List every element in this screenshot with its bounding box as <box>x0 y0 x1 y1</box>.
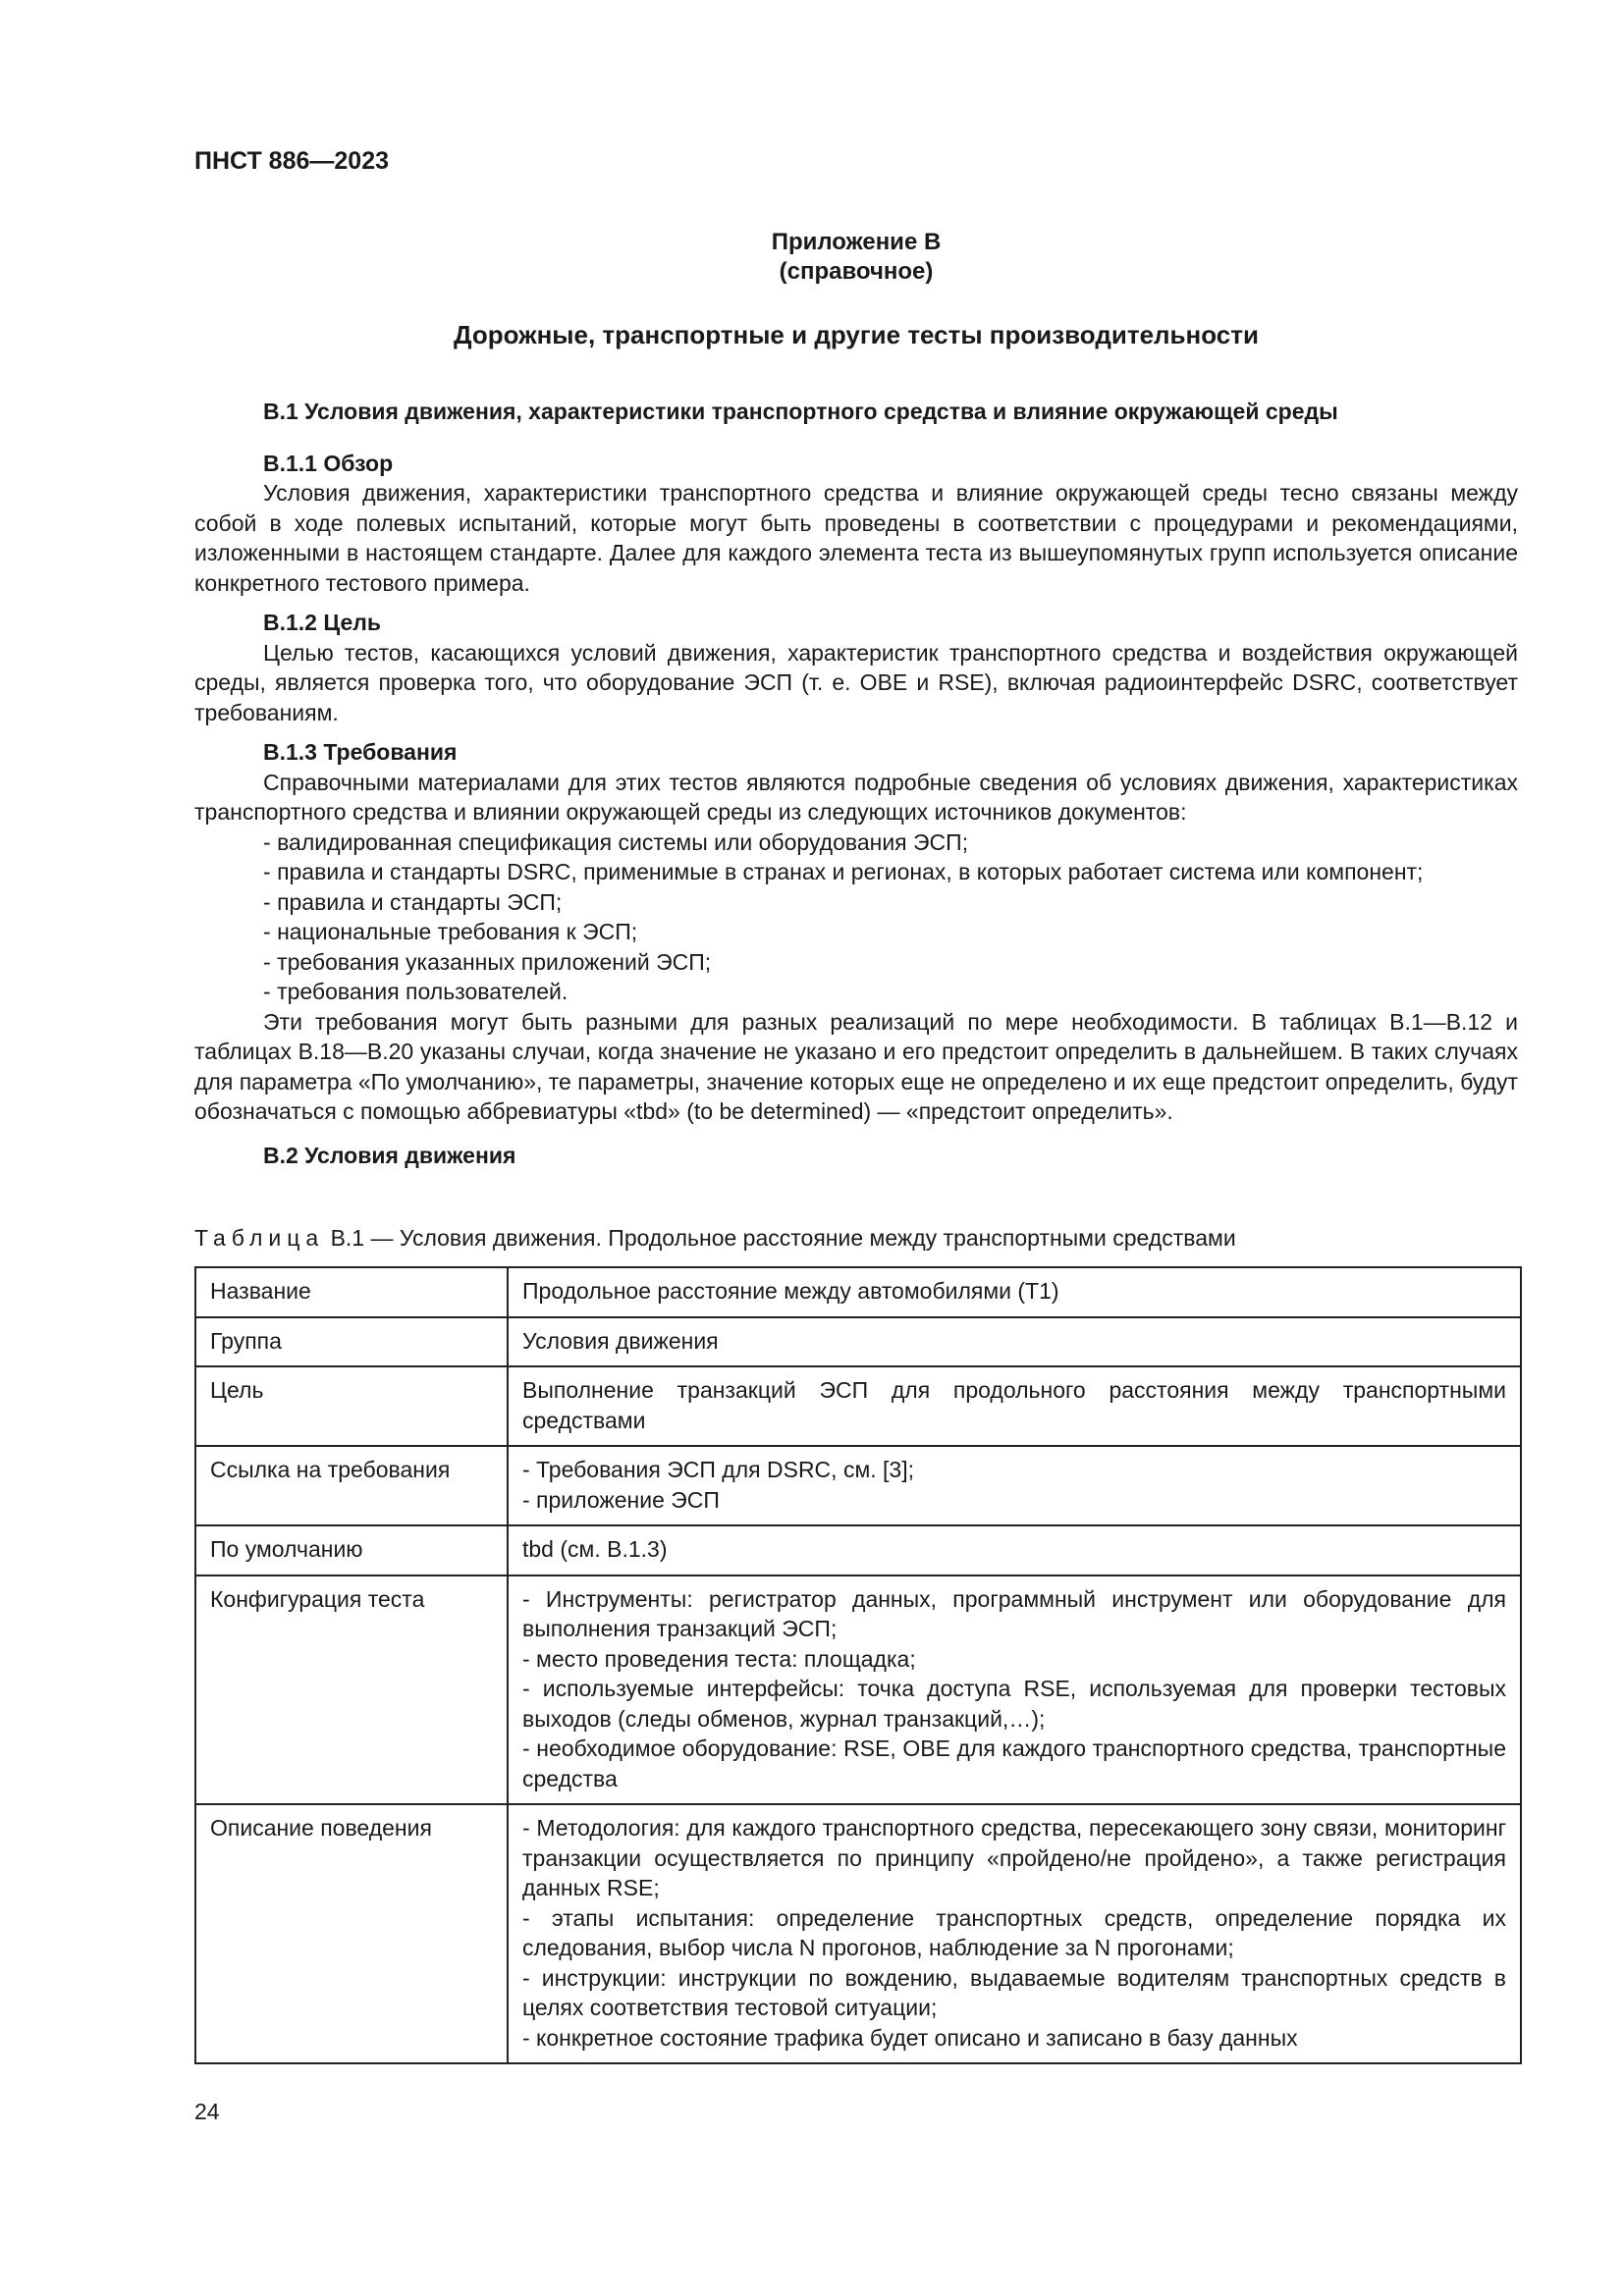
value-line: - конкретное состояние трафика будет описано и записано в базу данных <box>522 2024 1298 2051</box>
table-row <box>195 1317 1521 1367</box>
row-value <box>508 1575 1521 1805</box>
table-row <box>195 1267 1521 1317</box>
table-caption-label: Таблица <box>194 1225 325 1251</box>
row-value: tbd (см. В.1.3) <box>508 1525 1521 1575</box>
value-line: - Методология: для каждого транспортного средства, пересекающего зону связи, мониторинг транзакции осуществляется по принципу «пройдено/не пройдено», а также регистрация данных RSE; <box>522 1815 1506 1900</box>
row-value <box>508 1804 1521 2063</box>
section-b1-heading: В.1 Условия движения, характеристики транспортного средства и влияние окружающей среды <box>263 399 1338 424</box>
value-line: - инструкции: инструкции по вождению, выдаваемые водителям транспортных средств в целях соответствия тестовой ситуации; <box>522 1964 1506 2020</box>
row-label: Описание поведения <box>195 1804 508 2063</box>
table-row <box>195 1575 1521 1805</box>
row-value <box>508 1446 1521 1525</box>
row-label: Конфигурация теста <box>195 1575 508 1805</box>
section-b11-text: Условия движения, характеристики транспортного средства и влияние окружающей среды тесно связаны между собой в ходе полевых испытаний, которые могут быть проведены в соответствии с процедурами и рекомендациями, изложенными в настоящем стандарте. Далее для каждого элемента теста из вышеупомянутых групп используется описание конкретного тестового примера. <box>194 480 1518 596</box>
value-line: - Инструменты: регистратор данных, программный инструмент или оборудование для выполнения транзакций ЭСП; <box>522 1585 1506 1641</box>
list-item: - правила и стандарты DSRC, применимые в странах и регионах, в которых работает система или компонент; <box>263 857 1518 887</box>
table-row <box>195 1366 1521 1446</box>
value-line: - Требования ЭСП для DSRC, см. [3]; <box>522 1457 914 1482</box>
list-item: - требования указанных приложений ЭСП; <box>263 947 1518 978</box>
row-label: Группа <box>195 1317 508 1367</box>
list-item: - требования пользователей. <box>263 977 1518 1007</box>
row-label: По умолчанию <box>195 1525 508 1575</box>
row-value: Выполнение транзакций ЭСП для продольного расстояния между транспортными средствами <box>508 1366 1521 1446</box>
section-b12-text: Целью тестов, касающихся условий движения, характеристик транспортного средства и воздействия окружающей среды, является проверка того, что оборудование ЭСП (т. е. OBE и RSE), включая радиоинтерфейс DSRC, соответствует требованиям. <box>194 639 1518 725</box>
test-table <box>194 1266 1522 2064</box>
value-line: - используемые интерфейсы: точка доступа RSE, используемая для проверки тестовых выходов (следы обменов, журнал транзакций,…); <box>522 1676 1506 1732</box>
table-caption-text: В.1 — Условия движения. Продольное расстояние между транспортными средствами <box>330 1225 1236 1251</box>
row-label: Ссылка на требования <box>195 1446 508 1525</box>
annex-heading <box>194 228 1518 287</box>
page-number: 24 <box>194 2099 220 2124</box>
section-b13-intro: Справочными материалами для этих тестов являются подробные сведения об условиях движения, характеристиках транспортного средства и влиянии окружающей среды из следующих источников документов: <box>194 769 1518 825</box>
row-value: Продольное расстояние между автомобилями (Т1) <box>508 1267 1521 1317</box>
section-b13-heading: В.1.3 Требования <box>263 739 458 765</box>
list-item: - национальные требования к ЭСП; <box>263 917 1518 947</box>
value-line: - необходимое оборудование: RSE, OBE для каждого транспортного средства, транспортные средства <box>522 1735 1506 1791</box>
annex-title: Приложение В <box>771 229 942 255</box>
section-b11-heading: В.1.1 Обзор <box>263 450 394 476</box>
table-row <box>195 1446 1521 1525</box>
table-row <box>195 1804 1521 2063</box>
requirements-list <box>194 828 1518 1007</box>
section-b2-heading: В.2 Условия движения <box>263 1142 516 1168</box>
section-b13-outro: Эти требования могут быть разными для разных реализаций по мере необходимости. В таблицах В.1—В.12 и таблицах В.18—В.20 указаны случаи, когда значение не указано и его предстоит определить в дальнейшем. В таких случаях для параметра «По умолчанию», те параметры, значение которых еще не определено и их еще предстоит определить, будут обозначаться с помощью аббревиатуры «tbd» (to be determined) — «предстоит определить». <box>194 1008 1518 1124</box>
value-line: - этапы испытания: определение транспортных средств, определение порядка их следования, выбор числа N прогонов, наблюдение за N прогонами; <box>522 1904 1506 1960</box>
document-code: ПНСТ 886—2023 <box>194 147 389 175</box>
document-body <box>194 397 1518 1170</box>
row-label: Цель <box>195 1366 508 1446</box>
table-row <box>195 1525 1521 1575</box>
list-item: - валидированная спецификация системы или оборудования ЭСП; <box>263 828 1518 858</box>
row-value: Условия движения <box>508 1317 1521 1367</box>
annex-main-title: Дорожные, транспортные и другие тесты производительности <box>454 320 1259 349</box>
value-line: - место проведения теста: площадка; <box>522 1645 916 1672</box>
list-item: - правила и стандарты ЭСП; <box>263 887 1518 918</box>
annex-type: (справочное) <box>779 258 934 285</box>
value-line: - приложение ЭСП <box>522 1486 720 1513</box>
row-label: Название <box>195 1267 508 1317</box>
table-caption <box>194 1225 1236 1252</box>
section-b12-heading: В.1.2 Цель <box>263 610 381 635</box>
